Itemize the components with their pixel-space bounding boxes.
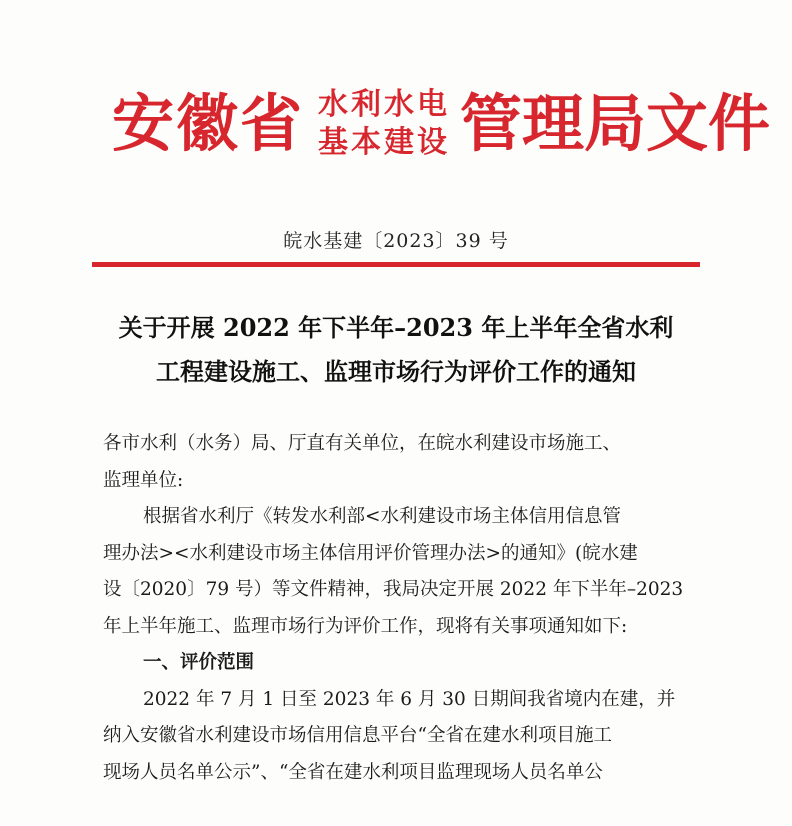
section-heading: 一、评价范围 — [143, 652, 255, 673]
body-line: 年上半年施工、监理市场行为评价工作，现将有关事项通知如下: — [103, 615, 628, 637]
title-line-1: 关于开展 2022 年下半年–2023 年上半年全省水利 — [118, 313, 674, 342]
document-title — [70, 306, 722, 394]
masthead-province: 安徽省 — [112, 87, 305, 160]
document-number: 皖水基建〔2023〕39 号 — [283, 230, 509, 252]
masthead-department-line1: 水利水电 — [318, 87, 451, 122]
body-line: 理办法><水利建设市场主体信用评价管理办法>的通知》(皖水建 — [103, 542, 638, 564]
body-line: 各市水利（水务）局、厅直有关单位，在皖水利建设市场施工、 — [103, 433, 622, 454]
body-line: 纳入安徽省水利建设市场信用信息平台“全省在建水利项目施工 — [103, 725, 612, 746]
masthead-department — [318, 86, 450, 162]
body-line: 监理单位: — [103, 469, 184, 491]
body-line: 根据省水利厅《转发水利部<水利建设市场主体信用信息管 — [143, 506, 622, 527]
masthead — [112, 78, 771, 170]
body-line: 设〔2020〕79 号）等文件精神，我局决定开展 2022 年下半年–2023 — [103, 579, 684, 600]
red-divider — [92, 262, 700, 267]
title-line-2: 工程建设施工、监理市场行为评价工作的通知 — [156, 357, 636, 386]
masthead-department-line2: 基本建设 — [318, 125, 451, 160]
document-body — [103, 426, 703, 791]
body-line: 2022 年 7 月 1 日至 2023 年 6 月 30 日期间我省境内在建，并 — [143, 688, 676, 710]
body-line: 现场人员名单公示”、“全省在建水利项目监理现场人员名单公 — [103, 761, 603, 783]
masthead-document-type: 管理局文件 — [460, 87, 771, 160]
